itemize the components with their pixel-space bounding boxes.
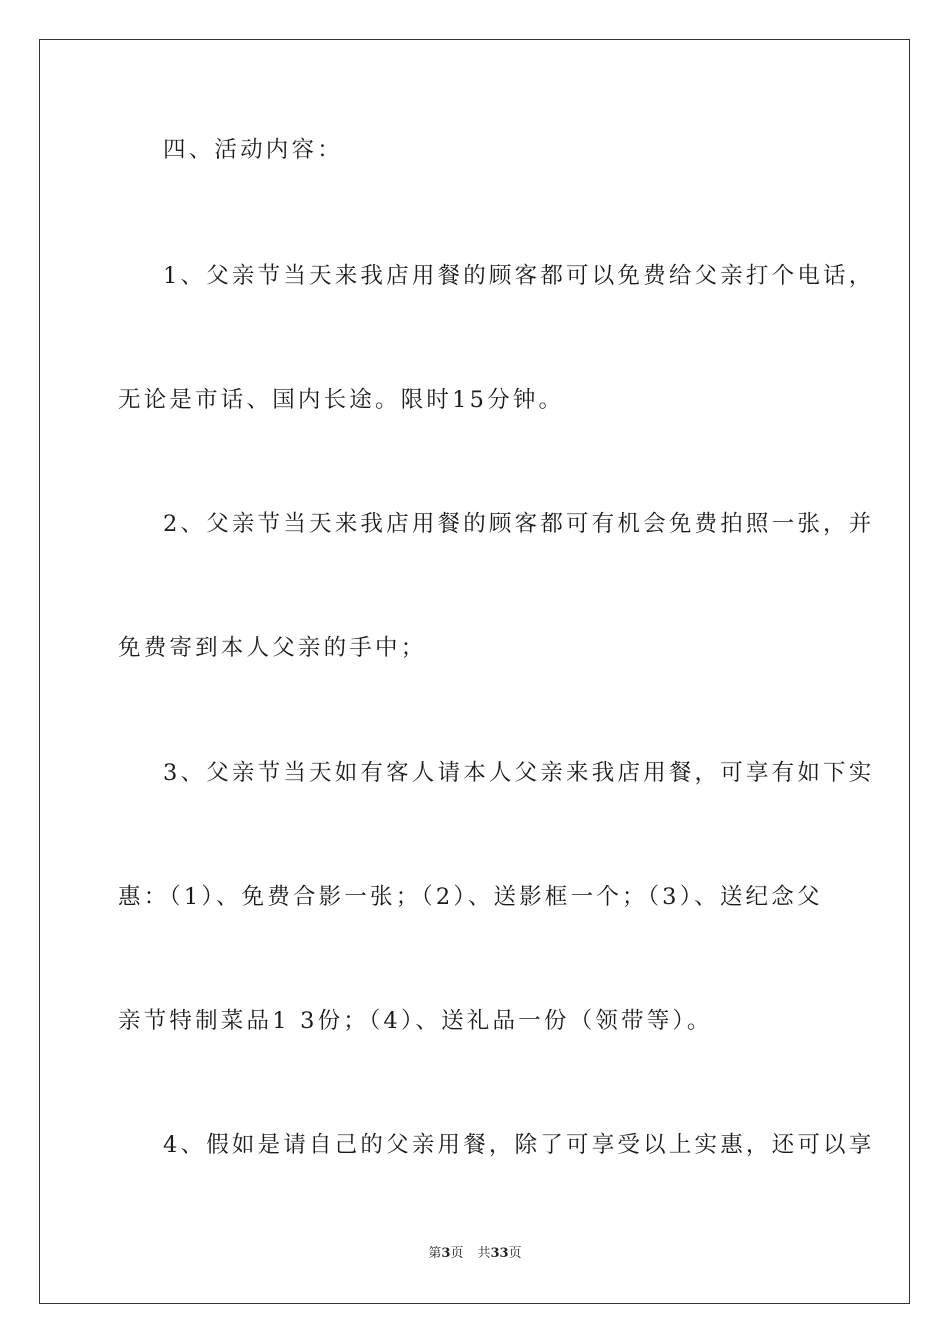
paragraph-line: 亲节特制菜品1 3份；（4）、送礼品一份（领带等）。: [118, 1008, 713, 1034]
footer-total-prefix: 共: [477, 1246, 491, 1261]
paragraph-line: 2、父亲节当天来我店用餐的顾客都可有机会免费拍照一张，并: [163, 511, 875, 537]
page-border: [39, 39, 910, 1304]
footer-page-number: 3: [441, 1246, 451, 1261]
section-heading: 四、活动内容：: [163, 137, 343, 163]
page-footer: [0, 1245, 950, 1263]
paragraph-line: 无论是市话、国内长途。限时15分钟。: [118, 387, 565, 413]
footer-page-prefix: 第: [428, 1246, 442, 1261]
footer-total-pages: 33: [490, 1246, 509, 1261]
paragraph-line: 3、父亲节当天如有客人请本人父亲来我店用餐，可享有如下实: [163, 760, 875, 786]
footer-total-suffix: 页: [508, 1246, 522, 1261]
paragraph-line: 1、父亲节当天来我店用餐的顾客都可以免费给父亲打个电话，: [163, 263, 875, 289]
paragraph-line: 免费寄到本人父亲的手中；: [118, 635, 427, 661]
footer-page-suffix: 页: [450, 1246, 464, 1261]
paragraph-line: 惠：（1）、免费合影一张；（2）、送影框一个；（3）、送纪念父: [118, 884, 823, 910]
paragraph-line: 4、假如是请自己的父亲用餐，除了可享受以上实惠，还可以享: [163, 1132, 875, 1158]
